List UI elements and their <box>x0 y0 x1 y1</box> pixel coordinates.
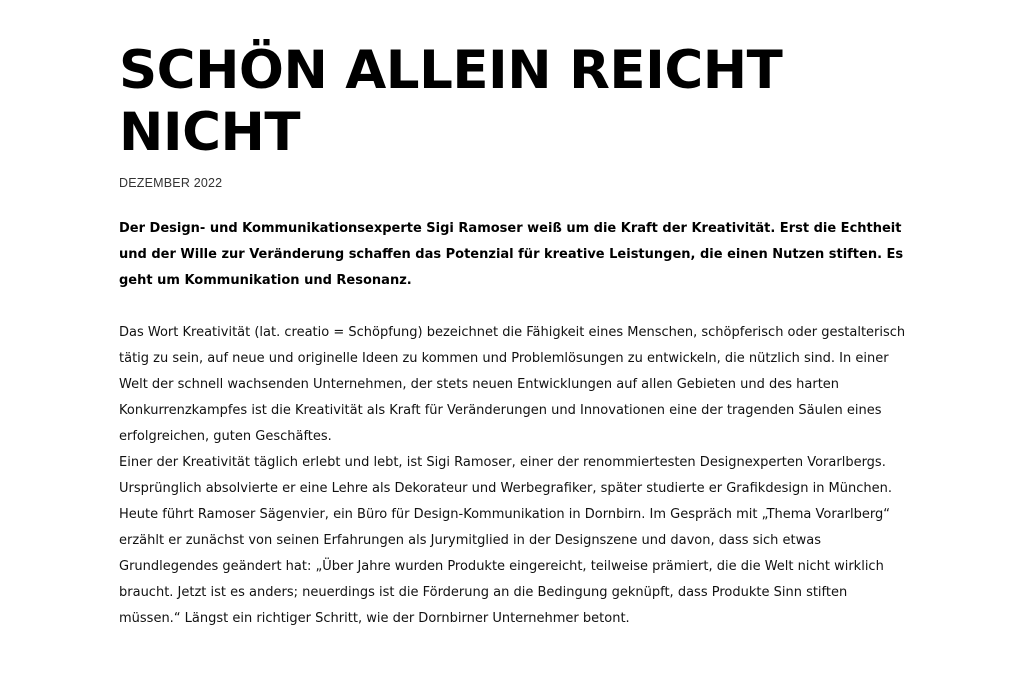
article-title: SCHÖN ALLEIN REICHT NICHT <box>119 40 783 163</box>
article-date: DEZEMBER 2022 <box>119 176 223 190</box>
body-paragraph-2: Einer der Kreativität täglich erlebt und lebt, ist Sigi Ramoser, einer der renommiertesten Designexperten Vorarlbergs. Ursprünglich absolvierte er eine Lehre als Dekorateur und Werbegrafiker, später studierte er Grafikdesign in München. Heute führt Ramoser Sägenvier, ein Büro für Design-Kommunikation in Dornbirn. Im Gespräch mit „Thema Vorarlberg“ erzählt er zunächst von seinen Erfahrungen als Jurymitglied in der Designszene und davon, dass sich etwas Grundlegendes geändert hat: „Über Jahre wurden Produkte eingereicht, teilweise prämiert, die die Welt nicht wirklich braucht. Jetzt ist es anders; neuerdings ist die Förderung an die Bedingung geknüpft, dass Produkte Sinn stiften müssen.“ Längst ein richtiger Schritt, wie der Dornbirner Unternehmer betont. <box>119 455 893 626</box>
article-lead: Der Design- und Kommunikationsexperte Sigi Ramoser weiß um die Kraft der Kreativität. Erst die Echtheit und der Wille zur Veränderung schaffen das Potenzial für kreative Leistungen, die einen Nutzen stiften. Es geht um Kommunikation und Resonanz. <box>119 221 904 288</box>
article-body <box>119 320 909 632</box>
body-paragraph-1: Das Wort Kreativität (lat. creatio = Schöpfung) bezeichnet die Fähigkeit eines Menschen, schöpferisch oder gestalterisch tätig zu sein, auf neue und originelle Ideen zu kommen und Problemlösungen zu entwickeln, die nützlich sind. In einer Welt der schnell wachsenden Unternehmen, der stets neuen Entwicklungen auf allen Gebieten und des harten Konkurrenzkampfes ist die Kreativität als Kraft für Veränderungen und Innovationen eine der tragenden Säulen eines erfolgreichen, guten Geschäftes. <box>119 325 906 444</box>
article <box>119 40 909 632</box>
